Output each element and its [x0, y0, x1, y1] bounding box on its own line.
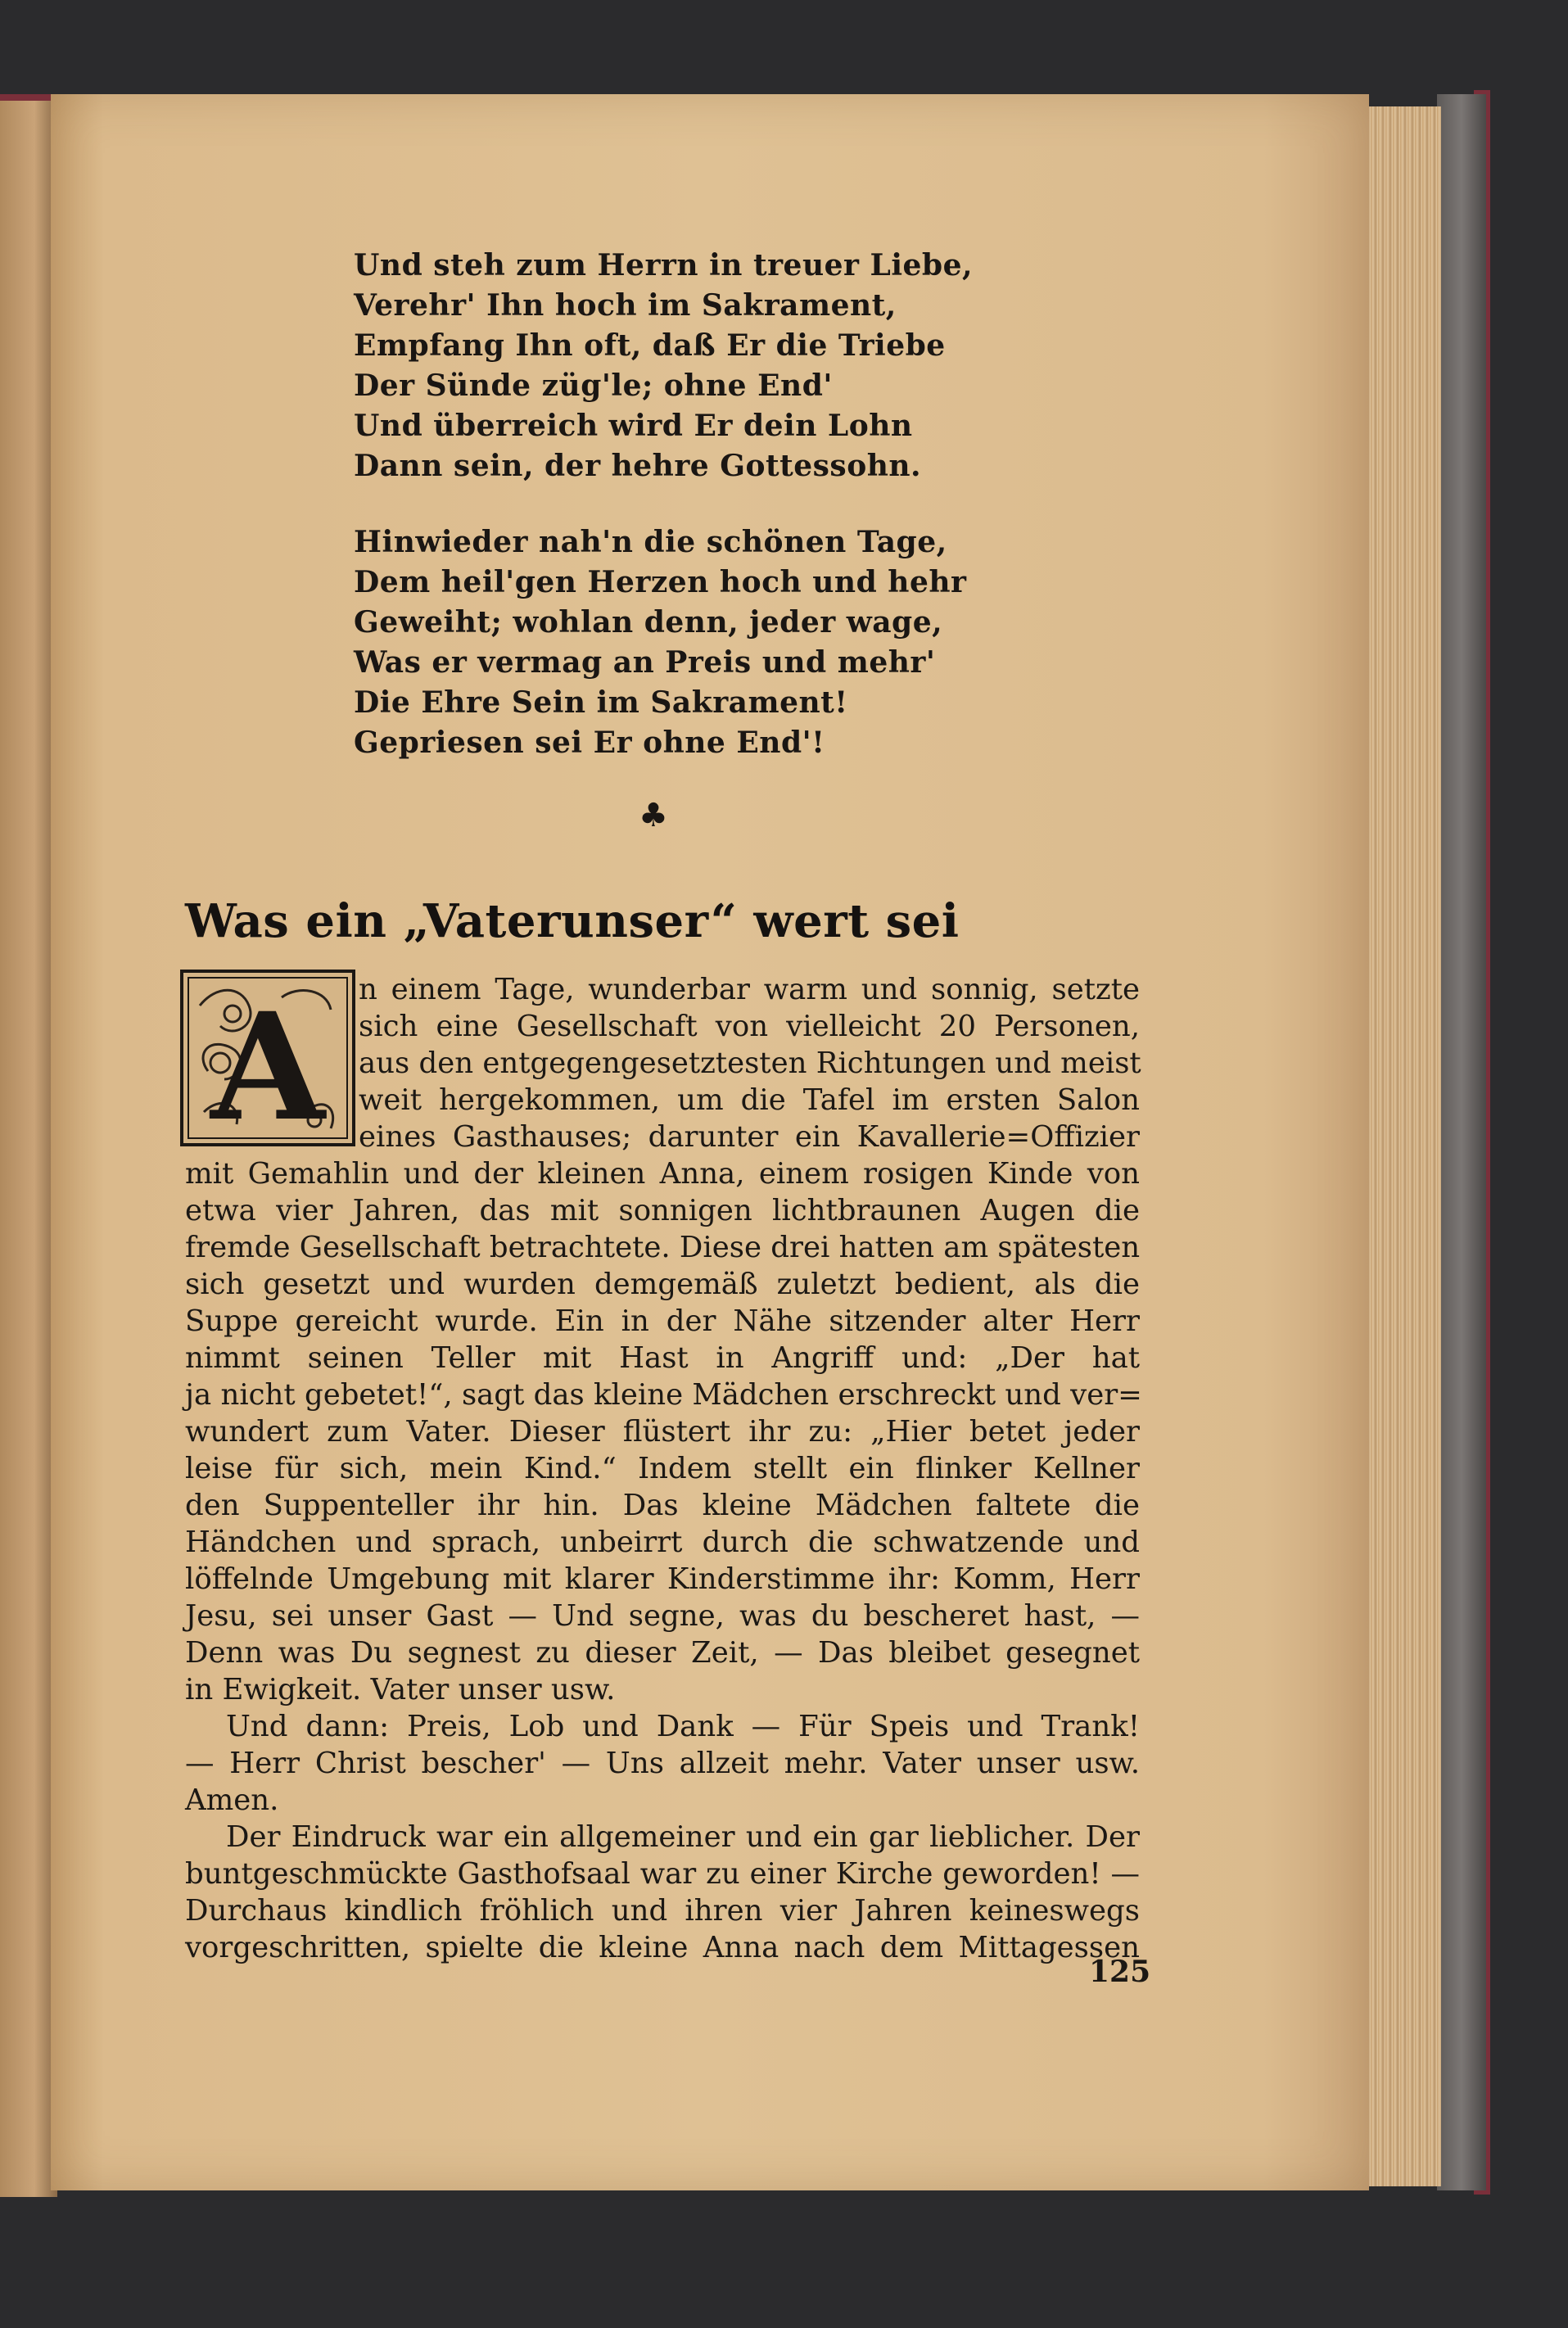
- article-body: [185, 971, 1140, 1966]
- poem-line: Empfang Ihn oft, daß Er die Triebe: [354, 328, 946, 363]
- body-line: mit Gemahlin und der kleinen Anna, einem rosigen Kinde von: [185, 1157, 1140, 1191]
- body-line: etwa vier Jahren, das mit sonnigen lichtbraunen Augen die: [185, 1194, 1140, 1227]
- body-line: Händchen und sprach, unbeirrt durch die schwatzende und: [185, 1526, 1140, 1559]
- page-stack-edges: [1363, 106, 1441, 2186]
- body-line: den Suppenteller ihr hin. Das kleine Mädchen faltete die: [185, 1489, 1140, 1522]
- body-line: fremde Gesellschaft betrachtete. Diese drei hatten am spätesten: [185, 1231, 1141, 1264]
- body-line: weit hergekommen, um die Tafel im ersten Salon: [359, 1083, 1140, 1117]
- poem-line: Hinwieder nah'n die schönen Tage,: [354, 525, 947, 559]
- poem-line: Verehr' Ihn hoch im Sakrament,: [354, 288, 897, 323]
- poem-line: Dem heil'gen Herzen hoch und hehr: [354, 565, 967, 599]
- poem-line: Dann sein, der hehre Gottessohn.: [354, 449, 922, 483]
- book-cover: [1437, 94, 1486, 2190]
- body-line: Denn was Du segnest zu dieser Zeit, — Das bleibet gesegnet: [185, 1636, 1140, 1670]
- poem-line: Gepriesen sei Er ohne End'!: [354, 726, 825, 760]
- poem-stanza-1: [354, 246, 1009, 486]
- body-line: vorgeschritten, spielte die kleine Anna nach dem Mittagessen: [185, 1931, 1140, 1964]
- body-line: sich eine Gesellschaft von vielleicht 20 Personen,: [359, 1010, 1140, 1043]
- body-line: — Herr Christ bescher' — Uns allzeit mehr. Vater unser usw.: [185, 1747, 1140, 1780]
- body-line: buntgeschmückte Gasthofsaal war zu einer Kirche geworden! —: [185, 1857, 1140, 1891]
- poem-line: Und steh zum Herrn in treuer Liebe,: [354, 248, 974, 283]
- body-line: nimmt seinen Teller mit Hast in Angriff und: „Der hat: [185, 1341, 1140, 1375]
- drop-cap-letter: A: [210, 981, 325, 1143]
- body-line: Und dann: Preis, Lob und Dank — Für Speis und Trank!: [226, 1710, 1140, 1743]
- body-line: Suppe gereicht wurde. Ein in der Nähe sitzender alter Herr: [185, 1304, 1140, 1338]
- poem-line: Die Ehre Sein im Sakrament!: [354, 685, 848, 720]
- body-line: n einem Tage, wunderbar warm und sonnig, setzte: [359, 973, 1140, 1006]
- body-line: leise für sich, mein Kind.“ Indem stellt ein flinker Kellner: [185, 1452, 1140, 1485]
- poem-stanza-2: [354, 522, 1009, 763]
- body-line: löffelnde Umgebung mit klarer Kinderstimme ihr: Komm, Herr: [185, 1562, 1140, 1596]
- body-line: aus den entgegengesetztesten Richtungen und meist: [359, 1046, 1141, 1080]
- left-page-edge: [0, 94, 57, 2197]
- poem-line: Der Sünde züg'le; ohne End': [354, 368, 833, 403]
- body-line: in Ewigkeit. Vater unser usw.: [185, 1673, 616, 1706]
- section-ornament-icon: ♣: [639, 797, 668, 834]
- body-line: Jesu, sei unser Gast — Und segne, was du bescheret hast, —: [185, 1599, 1140, 1633]
- poem-line: Geweiht; wohlan denn, jeder wage,: [354, 605, 943, 640]
- body-line: sich gesetzt und wurden demgemäß zuletzt bedient, als die: [185, 1268, 1140, 1301]
- article-title: Was ein „Vaterunser“ wert sei: [185, 894, 960, 948]
- body-line: ja nicht gebetet!“, sagt das kleine Mädchen erschreckt und ver=: [185, 1378, 1142, 1412]
- poem-line: Was er vermag an Preis und mehr': [354, 645, 936, 680]
- page-number: 125: [1089, 1955, 1151, 1989]
- poem-line: Und überreich wird Er dein Lohn: [354, 409, 913, 443]
- body-line: wundert zum Vater. Dieser flüstert ihr zu: „Hier betet jeder: [185, 1415, 1140, 1449]
- body-line: Amen.: [185, 1783, 279, 1817]
- body-line: Der Eindruck war ein allgemeiner und ein gar lieblicher. Der: [226, 1820, 1140, 1854]
- body-line: eines Gasthauses; darunter ein Kavallerie=Offizier: [359, 1120, 1140, 1154]
- body-line: Durchaus kindlich fröhlich und ihren vier Jahren keineswegs: [185, 1894, 1140, 1928]
